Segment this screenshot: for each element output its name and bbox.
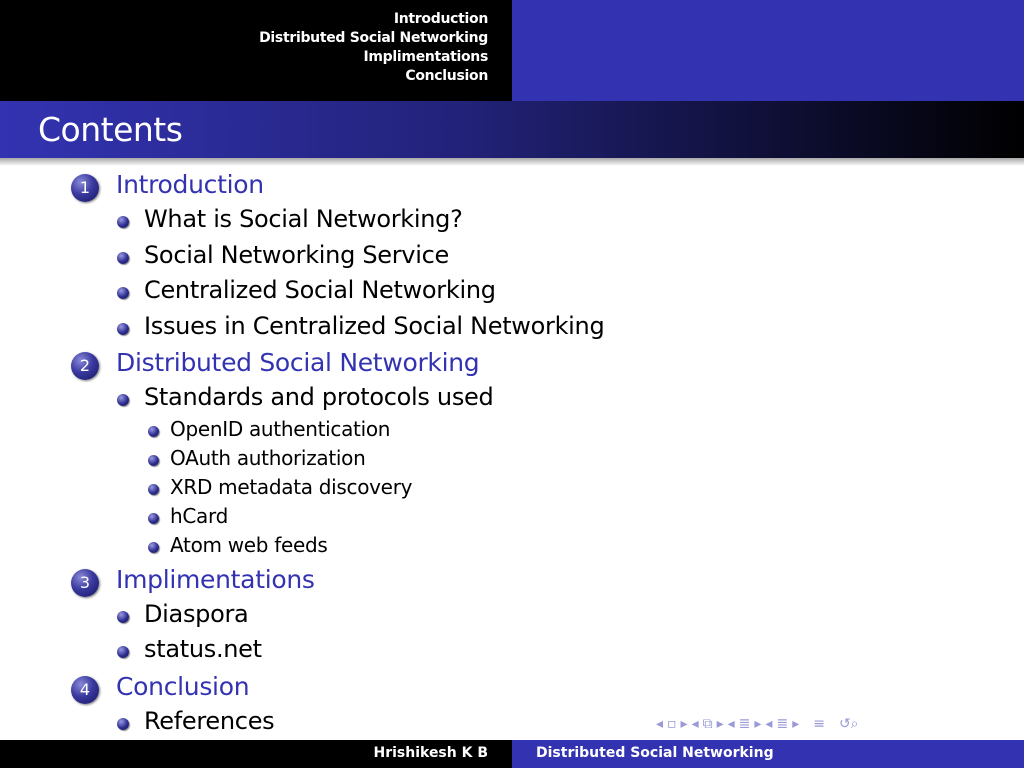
toc-subsection[interactable]: [0, 632, 1024, 668]
toc-section-conclusion: [0, 668, 1024, 740]
ball-bullet-icon: [117, 252, 129, 264]
ball-bullet-icon: [117, 287, 129, 299]
ball-bullet-icon: [148, 484, 159, 495]
toc-subsection[interactable]: [0, 238, 1024, 274]
subsection-label[interactable]: References: [144, 706, 275, 735]
nav-item-conclusion[interactable]: Conclusion: [405, 68, 488, 84]
section-number-badge: 2: [71, 352, 99, 380]
toc-section-row[interactable]: [0, 344, 1024, 380]
align-icon[interactable]: ≡: [813, 716, 825, 732]
ball-bullet-icon: [148, 542, 159, 553]
subsection-label[interactable]: status.net: [144, 635, 262, 663]
arrow-left-icon[interactable]: ◂: [656, 716, 664, 732]
nav-item-distributed-social-networking[interactable]: Distributed Social Networking: [259, 30, 488, 46]
toc-section-introduction: [0, 166, 1024, 344]
subsubsection-label[interactable]: XRD metadata discovery: [170, 474, 413, 499]
toc-subsubsection[interactable]: [0, 503, 1024, 532]
subsubsection-label[interactable]: OpenID authentication: [170, 416, 391, 441]
arrow-right-icon[interactable]: ▸: [680, 716, 688, 732]
section-label[interactable]: Introduction: [116, 170, 264, 199]
table-of-contents: [0, 166, 1024, 739]
toc-subsubsection[interactable]: [0, 474, 1024, 503]
toc-subsubsection[interactable]: [0, 532, 1024, 561]
footer-author-panel: [0, 740, 512, 768]
toc-subsection[interactable]: [0, 309, 1024, 345]
toc-subsubsection[interactable]: [0, 416, 1024, 445]
arrow-right-icon[interactable]: ▸: [792, 716, 800, 732]
toc-section-row[interactable]: [0, 561, 1024, 597]
section-label[interactable]: Distributed Social Networking: [116, 348, 480, 377]
arrow-left-icon[interactable]: ◂: [765, 716, 773, 732]
subsection-label[interactable]: Diaspora: [144, 599, 249, 628]
subsubsection-label[interactable]: hCard: [170, 503, 228, 528]
toc-section-row[interactable]: [0, 166, 1024, 202]
subsection-label[interactable]: Social Networking Service: [144, 240, 449, 269]
toc-subsection[interactable]: [0, 380, 1024, 416]
frame-title-bar: [0, 101, 1024, 158]
frame-icon[interactable]: ▫: [667, 716, 677, 732]
header-nav-panel: [0, 0, 512, 101]
header: [0, 0, 1024, 101]
toc-section-distributed-social-networking: [0, 344, 1024, 561]
subsection-label[interactable]: Standards and protocols used: [144, 383, 494, 411]
subsubsection-label[interactable]: Atom web feeds: [170, 532, 328, 557]
footer-title-panel: [512, 740, 1024, 768]
section-label[interactable]: Conclusion: [116, 671, 250, 701]
title-shadow: [0, 158, 1024, 166]
arrow-right-icon[interactable]: ▸: [754, 716, 762, 732]
ball-bullet-icon: [148, 513, 159, 524]
ball-bullet-icon: [117, 216, 129, 228]
frame-title: Contents: [38, 110, 183, 149]
subsection-label[interactable]: Issues in Centralized Social Networking: [144, 311, 605, 340]
ball-bullet-icon: [117, 646, 129, 658]
section-number-badge: 1: [71, 174, 99, 202]
toc-subsection[interactable]: [0, 597, 1024, 633]
navigation-controls: [656, 714, 859, 734]
section-alt-icon[interactable]: ≣: [776, 716, 789, 732]
section-label[interactable]: Implimentations: [116, 564, 315, 594]
nav-item-introduction[interactable]: Introduction: [393, 11, 488, 27]
ball-bullet-icon: [148, 426, 159, 437]
section-number-badge: 4: [71, 676, 99, 704]
subsubsection-label[interactable]: OAuth authorization: [170, 445, 366, 470]
ball-bullet-icon: [117, 611, 129, 623]
header-right-panel: [512, 0, 1024, 101]
toc-section-implimentations: [0, 561, 1024, 668]
arrow-left-icon[interactable]: ◂: [691, 716, 699, 732]
subsection-label[interactable]: What is Social Networking?: [144, 205, 463, 233]
footer-title: Distributed Social Networking: [536, 745, 774, 761]
arrow-right-icon[interactable]: ▸: [716, 716, 724, 732]
section-navigation: [259, 10, 488, 86]
subsection-label[interactable]: Centralized Social Networking: [144, 276, 496, 304]
ball-bullet-icon: [117, 394, 129, 406]
search-icon[interactable]: ↺⌕: [838, 716, 859, 732]
footer-author: Hrishikesh K B: [373, 745, 488, 761]
section-icon[interactable]: ≣: [738, 716, 751, 732]
toc-subsection[interactable]: [0, 202, 1024, 238]
arrow-left-icon[interactable]: ◂: [727, 716, 735, 732]
toc-subsubsection[interactable]: [0, 445, 1024, 474]
toc-subsection[interactable]: [0, 704, 1024, 740]
ball-bullet-icon: [117, 718, 129, 730]
toc-section-row[interactable]: [0, 668, 1024, 704]
nav-item-implimentations[interactable]: Implimentations: [363, 49, 488, 65]
toc-subsection[interactable]: [0, 273, 1024, 309]
section-number-badge: 3: [71, 569, 99, 597]
ball-bullet-icon: [117, 323, 129, 335]
ball-bullet-icon: [148, 455, 159, 466]
subsection-icon[interactable]: ⧉: [702, 716, 713, 732]
